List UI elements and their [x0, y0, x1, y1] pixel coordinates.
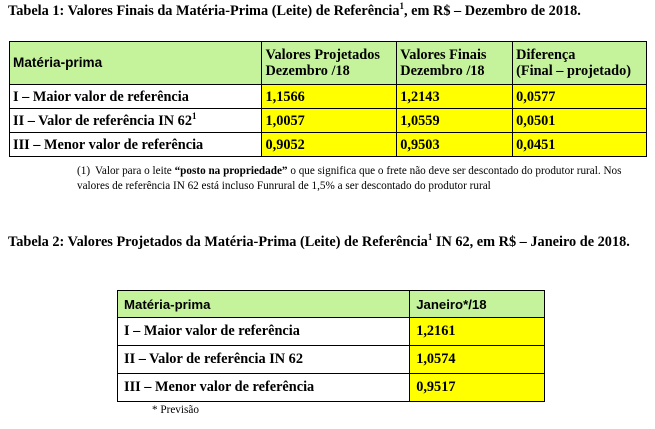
table1-cell-projected: 1,1566: [262, 85, 397, 109]
table2-row-label: II – Valor de referência IN 62: [118, 346, 410, 374]
table2-header-materia-prima: Matéria-prima: [118, 291, 410, 318]
table1-title-suffix: , em R$ – Dezembro de 2018.: [404, 3, 581, 19]
table1-header-projected: [262, 42, 397, 85]
table1-footnote-text-bold: “posto na propriedade”: [174, 165, 288, 177]
table1-cell-projected: 0,9052: [262, 133, 397, 157]
table1-row-label-text: II – Valor de referência IN 62: [13, 112, 192, 129]
table1-header-row: [10, 42, 647, 85]
table1-header-difference: [513, 42, 647, 85]
table1-header-difference-line2: (Final – projetado): [516, 63, 632, 79]
table2-header-january: Janeiro*/18: [410, 291, 545, 318]
table1-footnote-text-after: o que significa que o frete não deve ser descontado do produtor rural. Nos valores de referência IN 62 está incluso Funrural de 1,5% a ser descontado do produtor rural: [77, 165, 622, 192]
table1-cell-difference: 0,0577: [513, 85, 647, 109]
table2-row-label: I – Maior valor de referência: [118, 318, 410, 346]
table2-cell-value: 1,0574: [410, 346, 545, 374]
table2-header-row: [118, 291, 545, 318]
table1-row-label-text: I – Maior valor de referência: [13, 88, 189, 105]
table1-footnote-marker: (1): [77, 165, 91, 177]
table-row: [10, 133, 647, 157]
table1-row-label-text: III – Menor valor de referência: [13, 136, 204, 153]
table1-cell-final: 1,0559: [397, 109, 513, 133]
table2-cell-value: 1,2161: [410, 318, 545, 346]
table2: [117, 290, 545, 402]
table-row: [118, 346, 545, 374]
table2-title: [8, 233, 648, 252]
table1-title: [8, 3, 648, 20]
table1-header-projected-line2: Dezembro /18: [265, 63, 350, 79]
table-row: [118, 318, 545, 346]
table1-header-final: [397, 42, 513, 85]
table1-header-materia-prima: Matéria-prima: [10, 42, 262, 85]
table1-title-superscript: 1: [399, 1, 405, 12]
table1: [9, 41, 647, 157]
table-row: [118, 374, 545, 402]
table1-title-text: Tabela 1: Valores Finais da Matéria-Prima (Leite) de Referência: [8, 3, 400, 19]
table1-header-final-line2: Dezembro /18: [400, 63, 485, 79]
table1-cell-difference: 0,0501: [513, 109, 647, 133]
table2-title-superscript: 1: [427, 232, 433, 243]
table2-cell-value: 0,9517: [410, 374, 545, 402]
table1-row-label-superscript: 1: [191, 110, 197, 121]
table1-cell-final: 1,2143: [397, 85, 513, 109]
table-row: [10, 85, 647, 109]
table2-row-label: III – Menor valor de referência: [118, 374, 410, 402]
table2-footnote: * Previsão: [152, 404, 199, 416]
table1-header-difference-line1: Diferença: [516, 47, 576, 63]
table1-row-label: [10, 133, 262, 157]
table-row: [10, 109, 647, 133]
table1-cell-final: 0,9503: [397, 133, 513, 157]
table1-footnote-text-before: Valor para o leite: [95, 165, 175, 177]
table1-row-label: [10, 85, 262, 109]
table1-footnote: [77, 164, 637, 194]
table1-header-final-line1: Valores Finais: [400, 47, 487, 63]
table1-header-projected-line1: Valores Projetados: [265, 47, 380, 63]
table2-title-suffix: IN 62, em R$ – Janeiro de 2018.: [432, 234, 630, 250]
table1-cell-projected: 1,0057: [262, 109, 397, 133]
table2-title-text: Tabela 2: Valores Projetados da Matéria-Prima (Leite) de Referência: [8, 234, 428, 250]
table1-row-label: [10, 109, 262, 133]
table1-cell-difference: 0,0451: [513, 133, 647, 157]
